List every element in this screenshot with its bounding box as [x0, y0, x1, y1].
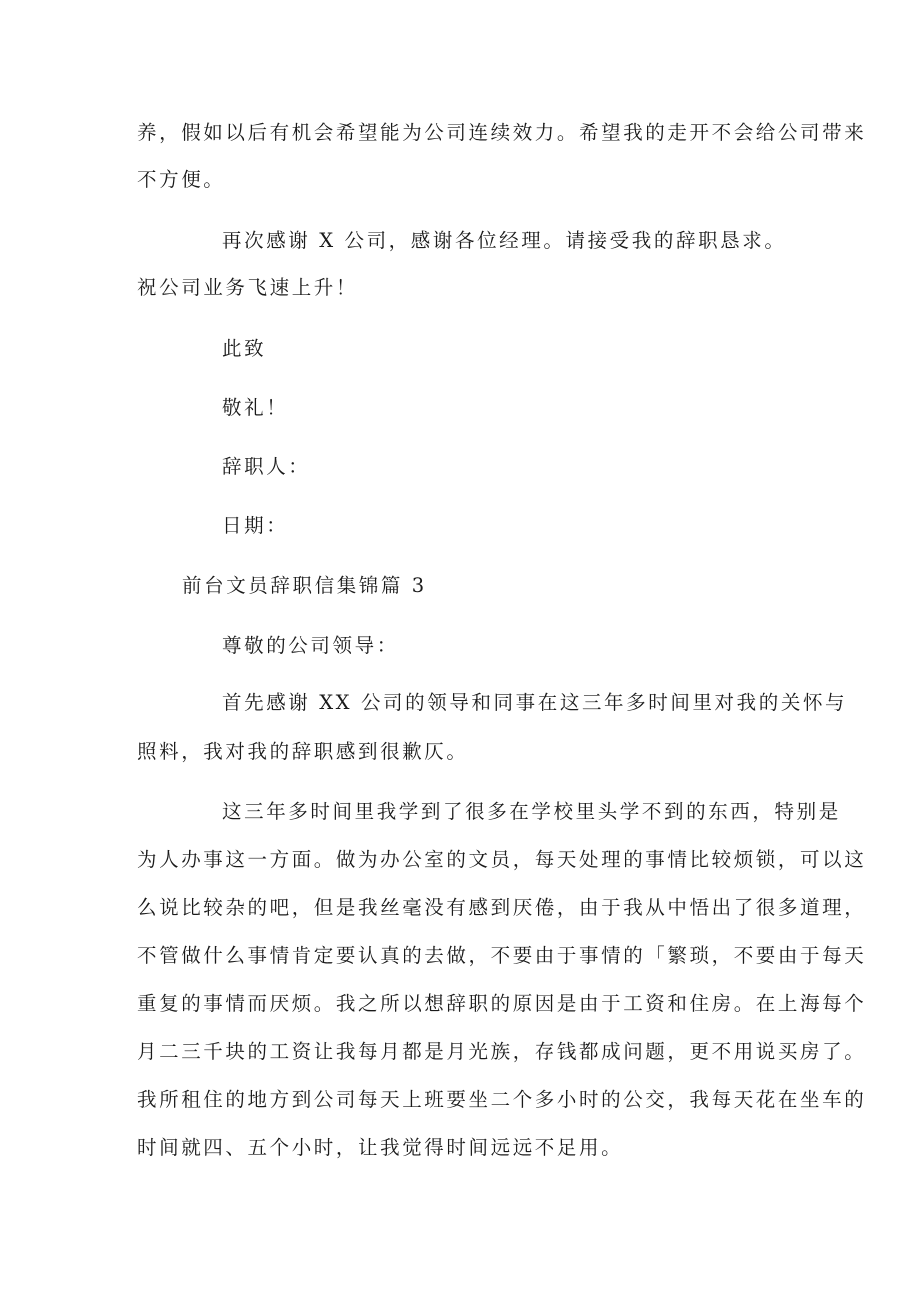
body-text-line: 月二三千块的工资让我每月都是月光族，存钱都成问题，更不用说买房了。: [137, 1040, 867, 1063]
body-text-line: 首先感谢 XX 公司的领导和同事在这三年多时间里对我的关怀与: [222, 691, 848, 714]
date-label: 日期：: [222, 514, 289, 537]
body-text-line: 时间就四、五个小时，让我觉得时间远远不足用。: [137, 1136, 624, 1159]
closing-jing-li: 敬礼！: [222, 396, 289, 419]
body-text-line: 重复的事情而厌烦。我之所以想辞职的原因是由于工资和住房。在上海每个: [137, 992, 867, 1015]
salutation: 尊敬的公司领导：: [222, 634, 399, 657]
body-text-line: 我所租住的地方到公司每天上班要坐二个多小时的公交，我每天花在坐车的: [137, 1088, 867, 1111]
body-text-line: 不方便。: [137, 168, 226, 191]
body-text-line: 不管做什么事情肯定要认真的去做，不要由于事情的「繁琐，不要由于每天: [137, 944, 867, 967]
resigner-label: 辞职人：: [222, 455, 311, 478]
body-text-line: 这三年多时间里我学到了很多在学校里头学不到的东西，特别是: [222, 800, 841, 823]
section-heading: 前台文员辞职信集锦篇 3: [182, 574, 427, 597]
body-text-line: 为人办事这一方面。做为办公室的文员，每天处理的事情比较烦锁，可以这: [137, 848, 867, 871]
body-text-line: 养，假如以后有机会希望能为公司连续效力。希望我的走开不会给公司带来: [137, 121, 867, 144]
body-text-line: 么说比较杂的吧，但是我丝毫没有感到厌倦，由于我从中悟出了很多道理，: [137, 896, 867, 919]
thanks-line: 再次感谢 X 公司，感谢各位经理。请接受我的辞职恳求。: [222, 229, 787, 252]
body-text-line: 照料，我对我的辞职感到很歉仄。: [137, 740, 469, 763]
closing-ci-zhi: 此致: [222, 337, 267, 360]
wish-line: 祝公司业务飞速上升！: [137, 276, 359, 299]
